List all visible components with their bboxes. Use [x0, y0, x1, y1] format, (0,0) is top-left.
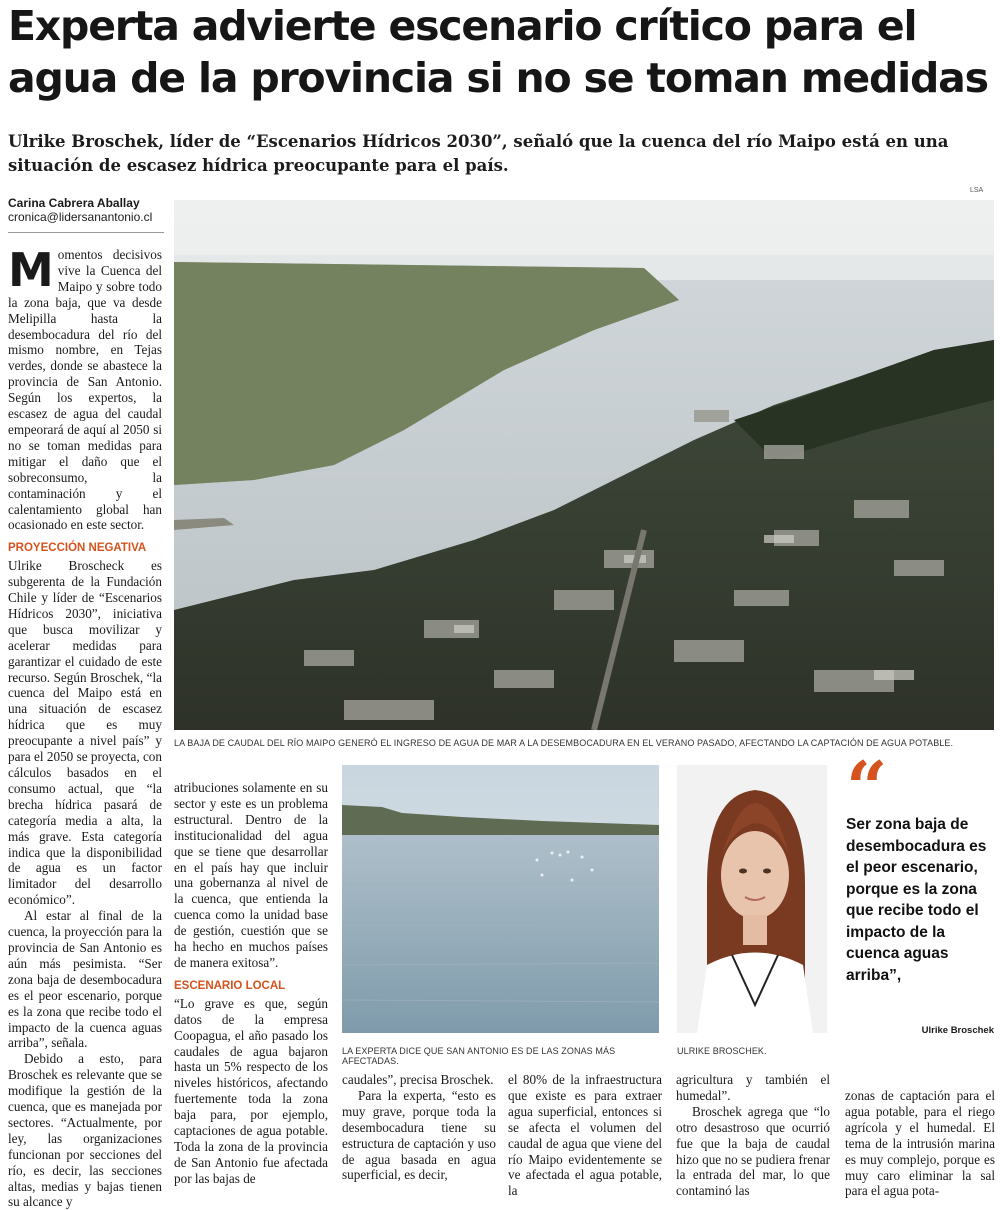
lagoon-caption: LA EXPERTA DICE QUE SAN ANTONIO ES DE LAS ZONAS MÁS AFECTADAS. — [342, 1046, 616, 1066]
author-name: Carina Cabrera Aballay — [8, 196, 140, 210]
article-column-3 — [342, 1072, 496, 1183]
col3-paragraph-1: caudales”, precisa Broschek. — [342, 1072, 494, 1087]
author-email: cronica@lidersanantonio.cl — [8, 210, 153, 224]
main-photo-caption: LA BAJA DE CAUDAL DEL RÍO MAIPO GENERÓ EL INGRESO DE AGUA DE MAR A LA DESEMBOCADURA EN EL VERANO PASADO, AFECTANDO LA CAPTACIÓN DE AGUA POTABLE. — [174, 738, 954, 748]
author-divider — [8, 232, 164, 233]
article-column-1 — [8, 243, 162, 1210]
main-photo-river-estuary — [174, 200, 994, 730]
subheadline: Ulrike Broschek, líder de “Escenarios Hídricos 2030”, señaló que la cuenca del río Maipo está en una situación de escasez hídrica preocupante para el país. — [8, 132, 949, 175]
col1-paragraph-3: Al estar al final de la cuenca, la proyección para la provincia de San Antonio es aún más pesimista. “Ser zona baja de desembocadura es el peor escenario, porque es la zona que recibe todo el impacto de la cuenca aguas arriba”, señala. — [8, 908, 162, 1051]
author-block — [8, 196, 152, 224]
col4-paragraph-1: el 80% de la infraestructura que existe es para extraer agua superficial, entonces si se afecta el volumen del caudal de agua que viene del río Maipo evidentemente se ve afectada el agua potable, la — [508, 1072, 662, 1199]
article-column-6 — [845, 1088, 995, 1199]
col2-paragraph-1: atribuciones solamente en su sector y este es un problema estructural. Dentro de la institucionalidad del agua que se tiene que desarrollar en el país hay que incluir una gobernanza al nivel de la cuenca, que entienda la cuenca como la unidad base de gestión, cuestión que se ha hecho en muchos países de manera exitosa”. — [174, 780, 328, 970]
col3-paragraph-2: Para la experta, “esto es muy grave, porque toda la desembocadura tiene su estructura de captación y uso de agua basada en agua superficial, es decir, — [342, 1087, 496, 1183]
dropcap: M — [8, 243, 54, 297]
article-column-4 — [508, 1072, 662, 1199]
col1-paragraph-4: Debido a esto, para Broschek es relevante que se modifique la gestión de la cuenca, que es manejada por sectores. “Actualmente, por ley, las organizaciones funcionan por secciones del río, es decir, las secciones altas, medias y bajas tienen su alcance y — [8, 1051, 162, 1210]
lagoon-photo — [342, 765, 659, 1033]
quote-mark: “ — [846, 745, 888, 830]
pull-quote-author: Ulrike Broschek — [921, 1025, 994, 1036]
col1-paragraph-1: omentos decisivos vive la Cuenca del Maipo y sobre todo la zona baja, que va desde Melipilla hasta la desembocadura del río del mismo nombre, en Tejas verdes, donde se abastece la provincia de San Antonio. Según los expertos, la escasez de agua del caudal empeorará de aquí al 2050 si no se toman medidas para mitigar el daño que el sobreconsumo, la contaminación y el calentamiento global han ocasionado en este sector. — [8, 247, 162, 533]
pull-quote-text: Ser zona baja de desembocadura es el peor escenario, porque es la zona que recibe todo el impacto de la cuenca aguas arriba”, — [846, 816, 987, 984]
col5-paragraph-1: agricultura y también el humedal”. — [676, 1072, 830, 1103]
portrait-caption: ULRIKE BROSCHEK. — [677, 1046, 767, 1056]
col5-paragraph-2: Broschek agrega que “lo otro desastroso que ocurrió fue que la baja de caudal hizo que no se pudiera frenar la entrada del mar, lo que contaminó las — [676, 1103, 830, 1199]
col1-paragraph-2: Ulrike Broscheck es subgerenta de la Fundación Chile y líder de “Escenarios Hídricos 2030”, iniciativa que busca movilizar y acelerar medidas para garantizar el cuidado de este recurso. Según Broschek, “la cuenca del Maipo está en una situación de escasez hídrica que es muy preocupante a nivel país” y para el 2050 se proyecta, con cálculos basados en el consumo actual, que “la brecha hídrica pasará de categoría media a alta, la más grave. Esta categoría indica que la disponibilidad de agua es un factor limitador del desarrollo económico”. — [8, 558, 162, 908]
section-heading-escenario: ESCENARIO LOCAL — [174, 979, 286, 992]
article-column-2 — [174, 780, 328, 1187]
section-heading-proyeccion: PROYECCIÓN NEGATIVA — [8, 542, 147, 555]
photo-credit: LSA — [970, 187, 984, 194]
portrait-photo — [677, 765, 827, 1033]
article-column-5 — [676, 1072, 830, 1199]
col2-paragraph-2: “Lo grave es que, según datos de la empresa Coopagua, el año pasado los caudales de agua bajaron hasta un 5% respecto de los niveles históricos, afectando fuertemente toda la zona baja para, por ejemplo, captaciones de agua potable. Toda la zona de la provincia de San Antonio fue afectada por las bajas de — [174, 995, 328, 1186]
headline: Experta advierte escenario crítico para el agua de la provincia si no se toman medidas — [8, 2, 988, 102]
col6-paragraph-1: zonas de captación para el agua potable, para el riego agrícola y el humedal. El tema de la intrusión marina es muy complejo, porque es muy caro eliminar la sal para el agua pota- — [845, 1088, 995, 1199]
